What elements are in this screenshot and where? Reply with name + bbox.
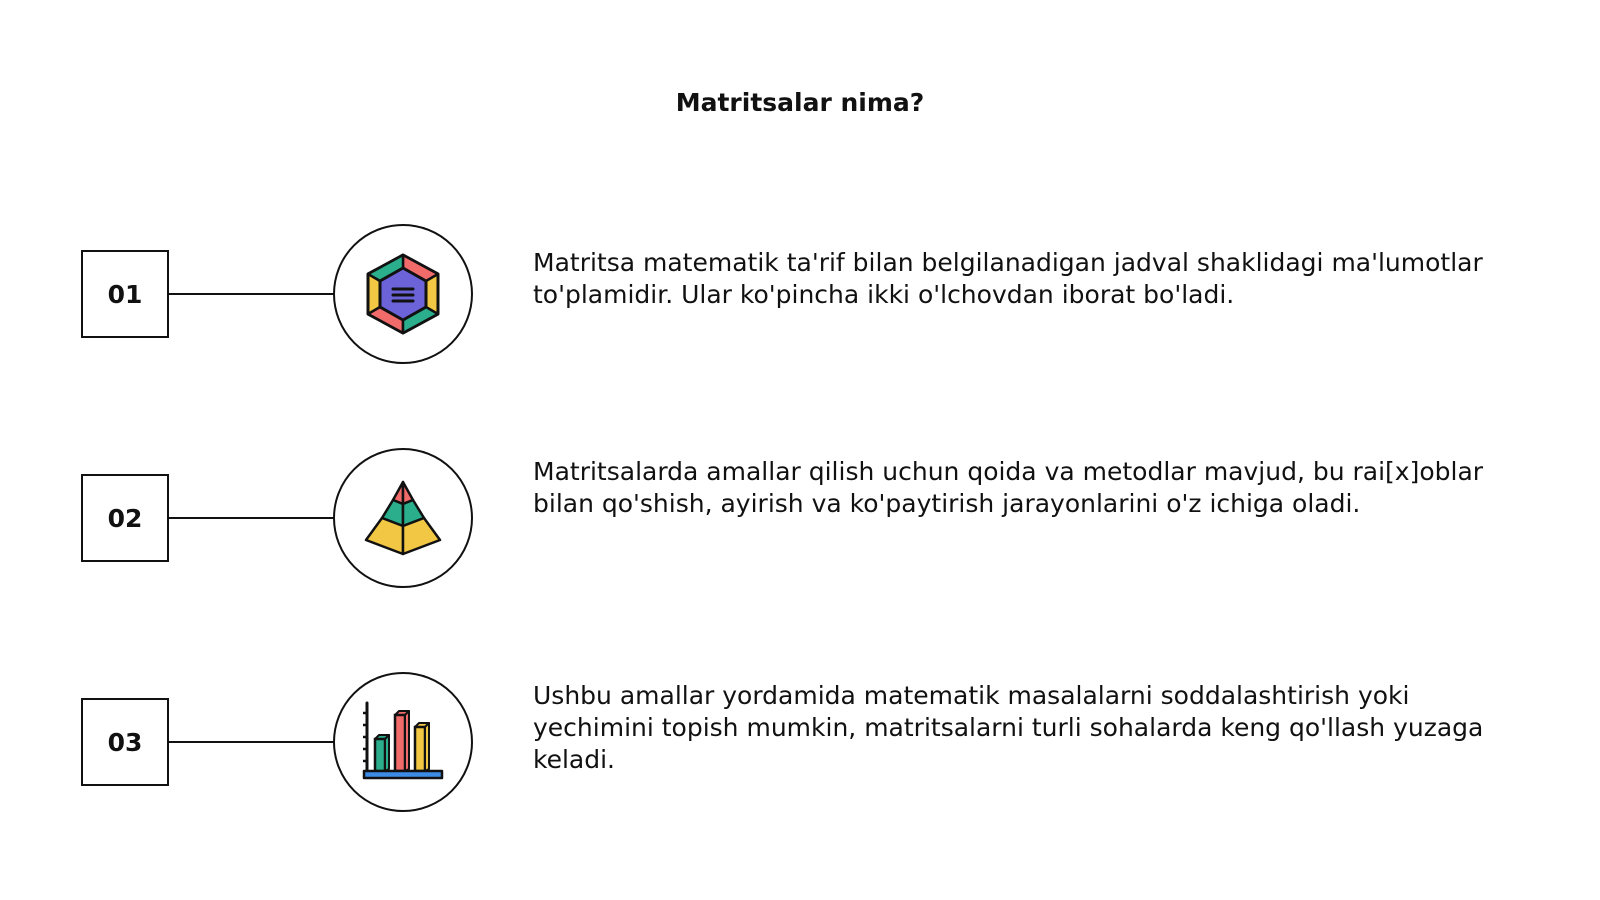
step-number-box: 03: [81, 698, 169, 786]
pyramid-icon: [363, 478, 443, 558]
connector-line: [169, 293, 334, 295]
connector-line: [169, 517, 334, 519]
list-item-2: [0, 448, 1600, 588]
icon-circle: [333, 224, 473, 364]
bar-chart-icon: [361, 701, 445, 783]
item-description: Matritsa matematik ta'rif bilan belgilanadigan jadval shaklidagi ma'lumotlar to'plamidir. Ular ko'pincha ikki o'lchovdan iborat bo'ladi.: [533, 248, 1483, 309]
list-item-1: [0, 224, 1600, 364]
icon-circle: [333, 672, 473, 812]
step-number-box: 01: [81, 250, 169, 338]
step-number-box: 02: [81, 474, 169, 562]
icon-circle: [333, 448, 473, 588]
list-item-3: [0, 672, 1600, 812]
connector-line: [169, 741, 334, 743]
item-description: Ushbu amallar yordamida matematik masalalarni soddalashtirish yoki yechimini topish mumkin, matritsalarni turli sohalarda keng qo'llash yuzaga keladi.: [533, 681, 1484, 774]
slide-title: [0, 87, 1600, 119]
slide-title-text: Matritsalar nima?: [675, 88, 925, 117]
hexagon-document-icon: [364, 252, 442, 336]
item-description: Matritsalarda amallar qilish uchun qoida va metodlar mavjud, bu rai[x]oblar bilan qo'shish, ayirish va ko'paytirish jarayonlarini o'z ichiga oladi.: [533, 457, 1484, 518]
